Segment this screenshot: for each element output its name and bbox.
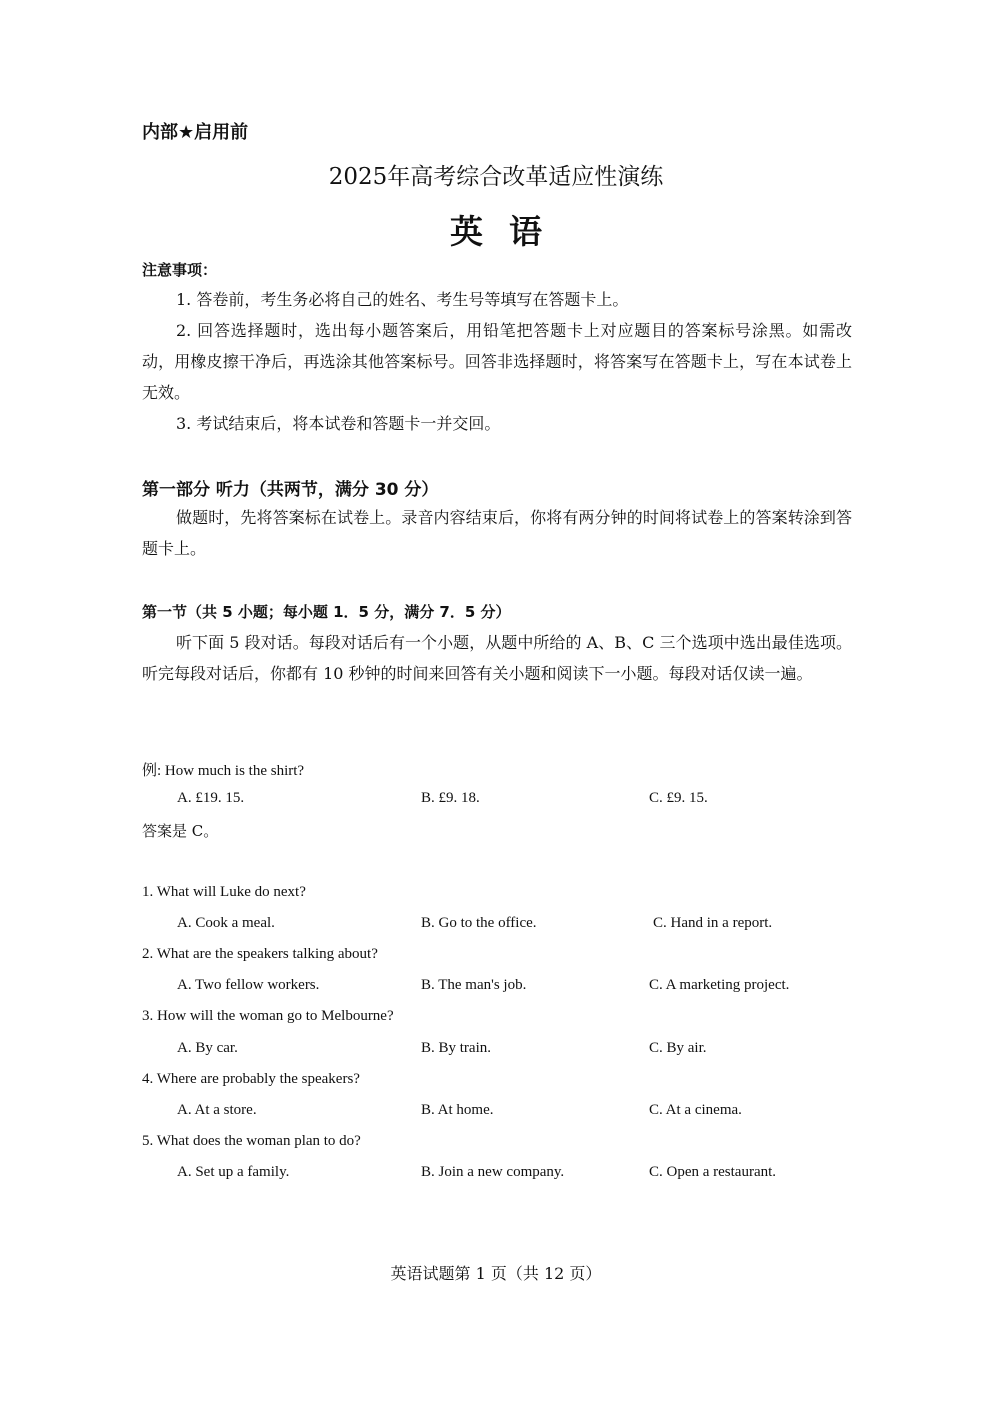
subject-title: 英语 xyxy=(450,212,568,251)
question-4: 4. Where are probably the speakers? xyxy=(142,1071,360,1087)
question-4-option-b: B. At home. xyxy=(421,1102,494,1118)
example-option-a: A. £19. 15. xyxy=(177,790,245,806)
notice-item-1: 1. 答卷前，考生务必将自己的姓名、考生号等填写在答题卡上。 xyxy=(176,290,629,309)
question-1-option-a: A. Cook a meal. xyxy=(177,915,275,931)
section1-heading: 第一节（共 5 小题；每小题 1．5 分，满分 7．5 分） xyxy=(142,603,511,621)
example-option-c: C. £9. 15. xyxy=(649,790,708,806)
question-2: 2. What are the speakers talking about? xyxy=(142,946,378,962)
question-5-option-a: A. Set up a family. xyxy=(177,1164,290,1180)
confidential-label: 内部★启用前 xyxy=(142,122,249,143)
part1-heading: 第一部分 听力（共两节，满分 30 分） xyxy=(142,480,439,500)
notice-item-2: 2. 回答选择题时，选出每小题答案后，用铅笔把答题卡上对应题目的答案标号涂黑。如需改动，用橡皮擦干净后，再选涂其他答案标号。回答非选择题时，将答案写在答题卡上，写在本试卷上无效。 xyxy=(142,321,852,402)
question-2-option-a: A. Two fellow workers. xyxy=(177,977,320,993)
question-3-option-b: B. By train. xyxy=(421,1040,491,1056)
example-option-b: B. £9. 18. xyxy=(421,790,480,806)
section1-instructions: 听下面 5 段对话。每段对话后有一个小题，从题中所给的 A、B、C 三个选项中选出最佳选项。听完每段对话后，你都有 10 秒钟的时间来回答有关小题和阅读下一小题。每段对话仅读一遍。 xyxy=(142,633,852,683)
question-1-option-c: C. Hand in a report. xyxy=(653,915,773,931)
exam-title: 2025年高考综合改革适应性演练 xyxy=(328,164,664,190)
question-2-option-b: B. The man's job. xyxy=(421,977,527,993)
example-answer: 答案是 C。 xyxy=(142,822,219,840)
question-3: 3. How will the woman go to Melbourne? xyxy=(142,1008,394,1024)
question-4-option-c: C. At a cinema. xyxy=(649,1102,742,1118)
question-4-option-a: A. At a store. xyxy=(177,1102,257,1118)
notice-heading: 注意事项： xyxy=(142,261,218,279)
page-footer: 英语试题第 1 页（共 12 页） xyxy=(390,1264,602,1283)
question-2-option-c: C. A marketing project. xyxy=(649,977,790,993)
question-3-option-a: A. By car. xyxy=(177,1040,238,1056)
question-1: 1. What will Luke do next? xyxy=(142,884,306,900)
question-5: 5. What does the woman plan to do? xyxy=(142,1133,361,1149)
notice-item-3: 3. 考试结束后，将本试卷和答题卡一并交回。 xyxy=(176,414,501,433)
question-3-option-c: C. By air. xyxy=(649,1040,707,1056)
question-1-option-b: B. Go to the office. xyxy=(421,915,537,931)
question-5-option-c: C. Open a restaurant. xyxy=(649,1164,777,1180)
part1-instructions: 做题时，先将答案标在试卷上。录音内容结束后，你将有两分钟的时间将试卷上的答案转涂到答题卡上。 xyxy=(142,508,852,558)
question-5-option-b: B. Join a new company. xyxy=(421,1164,565,1180)
example-question: 例: How much is the shirt? xyxy=(142,763,305,779)
